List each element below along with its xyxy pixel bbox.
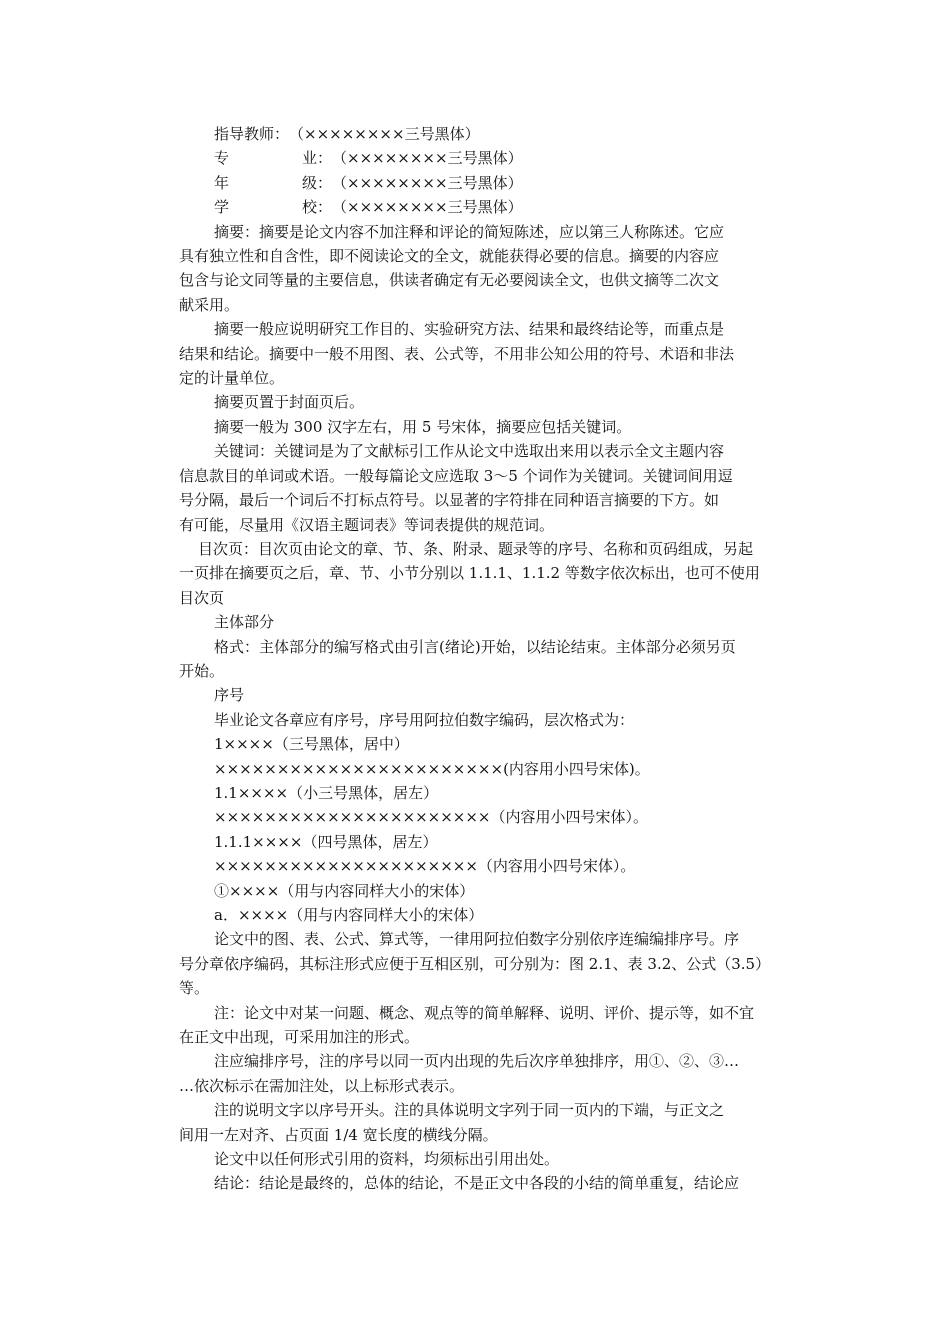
figures-line-2: 号分章依序编码，其标注形式应便于互相区别，可分别为：图 2.1、表 3.2、公式（3.5） (179, 954, 771, 973)
level3-example: 1.1.1××××（四号黑体，居左） (214, 832, 438, 851)
note-text-line-2: 间用一左对齐、占页面 1/4 宽长度的横线分隔。 (179, 1125, 498, 1144)
keywords-line-4: 有可能，尽量用《汉语主题词表》等词表提供的规范词。 (179, 515, 555, 534)
toc-line-1: 目次页：目次页由论文的章、节、条、附录、题录等的序号、名称和页码组成，另起 (198, 539, 754, 558)
school-label-a: 学 (214, 198, 230, 217)
abstract-content-line-2: 结果和结论。摘要中一般不用图、表、公式等，不用非公知公用的符号、术语和非法 (179, 344, 735, 363)
numbering-heading: 序号 (214, 686, 245, 705)
keywords-line-3: 号分隔，最后一个词后不打标点符号。以显著的字符排在同种语言摘要的下方。如 (179, 491, 720, 510)
abstract-position-line: 摘要页置于封面页后。 (214, 393, 365, 412)
keywords-line-1: 关键词：关键词是为了文献标引工作从论文中选取出来用以表示全文主题内容 (214, 442, 725, 461)
abstract-content-line-3: 定的计量单位。 (179, 369, 285, 388)
notes-line-2: 在正文中出现，可采用加注的形式。 (179, 1028, 420, 1047)
citation-line: 论文中以任何形式引用的资料，均须标出引用出处。 (214, 1150, 560, 1169)
abstract-line-2: 具有独立性和自含性，即不阅读论文的全文，就能获得必要的信息。摘要的内容应 (179, 247, 720, 266)
note-numbering-line-2: …依次标示在需加注处，以上标形式表示。 (179, 1076, 465, 1095)
numbering-intro: 毕业论文各章应有序号，序号用阿拉伯数字编码，层次格式为： (214, 710, 635, 729)
note-numbering-line-1: 注应编排序号，注的序号以同一页内出现的先后次序单独排序，用①、②、③… (214, 1052, 740, 1071)
level2-content-example: ××××××××××××××××××××××（内容用小四号宋体）。 (214, 808, 649, 827)
level1-example: 1××××（三号黑体，居中） (214, 735, 409, 754)
major-value: （××××××××三号黑体） (332, 149, 523, 168)
level3-content-example: ×××××××××××××××××××××（内容用小四号宋体）。 (214, 857, 636, 876)
toc-line-3: 目次页 (179, 588, 225, 607)
major-label-b: 业： (302, 149, 333, 168)
major-line (179, 146, 807, 170)
figures-line-3: 等。 (179, 979, 210, 998)
format-line-2: 开始。 (179, 661, 225, 680)
advisor-line (179, 122, 807, 146)
major-label-a: 专 (214, 149, 230, 168)
abstract-line-1: 摘要：摘要是论文内容不加注释和评论的简短陈述，应以第三人称陈述。它应 (214, 222, 725, 241)
school-line (179, 195, 807, 219)
abstract-content-line-1: 摘要一般应说明研究工作目的、实验研究方法、结果和最终结论等，而重点是 (214, 320, 725, 339)
format-line-1: 格式：主体部分的编写格式由引言(绪论)开始，以结论结束。主体部分必须另页 (214, 637, 736, 656)
level5-example: a．××××（用与内容同样大小的宋体） (214, 906, 484, 924)
level1-content-example: ×××××××××××××××××××××××(内容用小四号宋体)。 (214, 759, 650, 778)
figures-line-1: 论文中的图、表、公式、算式等，一律用阿拉伯数字分别依序连编编排序号。序 (214, 930, 740, 949)
document-body (179, 122, 807, 1196)
level2-example: 1.1××××（小三号黑体，居左） (214, 783, 439, 802)
advisor-value: （××××××××三号黑体） (289, 125, 480, 143)
abstract-length-line: 摘要一般为 300 汉字左右，用 5 号宋体，摘要应包括关键词。 (214, 417, 632, 436)
grade-label-a: 年 (214, 173, 230, 192)
note-text-line-1: 注的说明文字以序号开头。注的具体说明文字列于同一页内的下端，与正文之 (214, 1101, 725, 1120)
level4-example: ①××××（用与内容同样大小的宋体） (214, 881, 475, 900)
school-label-b: 校： (302, 198, 333, 217)
grade-line (179, 171, 807, 195)
conclusion-line-1: 结论：结论是最终的，总体的结论，不是正文中各段的小结的简单重复，结论应 (214, 1174, 740, 1193)
main-body-heading: 主体部分 (214, 613, 275, 632)
grade-label-b: 级： (302, 173, 333, 192)
toc-line-2: 一页排在摘要页之后，章、节、小节分别以 1.1.1、1.1.2 等数字依次标出，也可不使用 (179, 564, 760, 583)
grade-value: （××××××××三号黑体） (332, 173, 523, 192)
notes-line-1: 注：论文中对某一问题、概念、观点等的简单解释、说明、评价、提示等，如不宜 (214, 1003, 755, 1022)
advisor-label: 指导教师： (214, 125, 290, 143)
abstract-line-4: 献采用。 (179, 295, 240, 314)
keywords-line-2: 信息款目的单词或术语。一般每篇论文应选取 3～5 个词作为关键词。关键词间用逗 (179, 466, 733, 485)
school-value: （××××××××三号黑体） (332, 198, 523, 217)
abstract-line-3: 包含与论文同等量的主要信息，供读者确定有无必要阅读全文，也供文摘等二次文 (179, 271, 720, 290)
